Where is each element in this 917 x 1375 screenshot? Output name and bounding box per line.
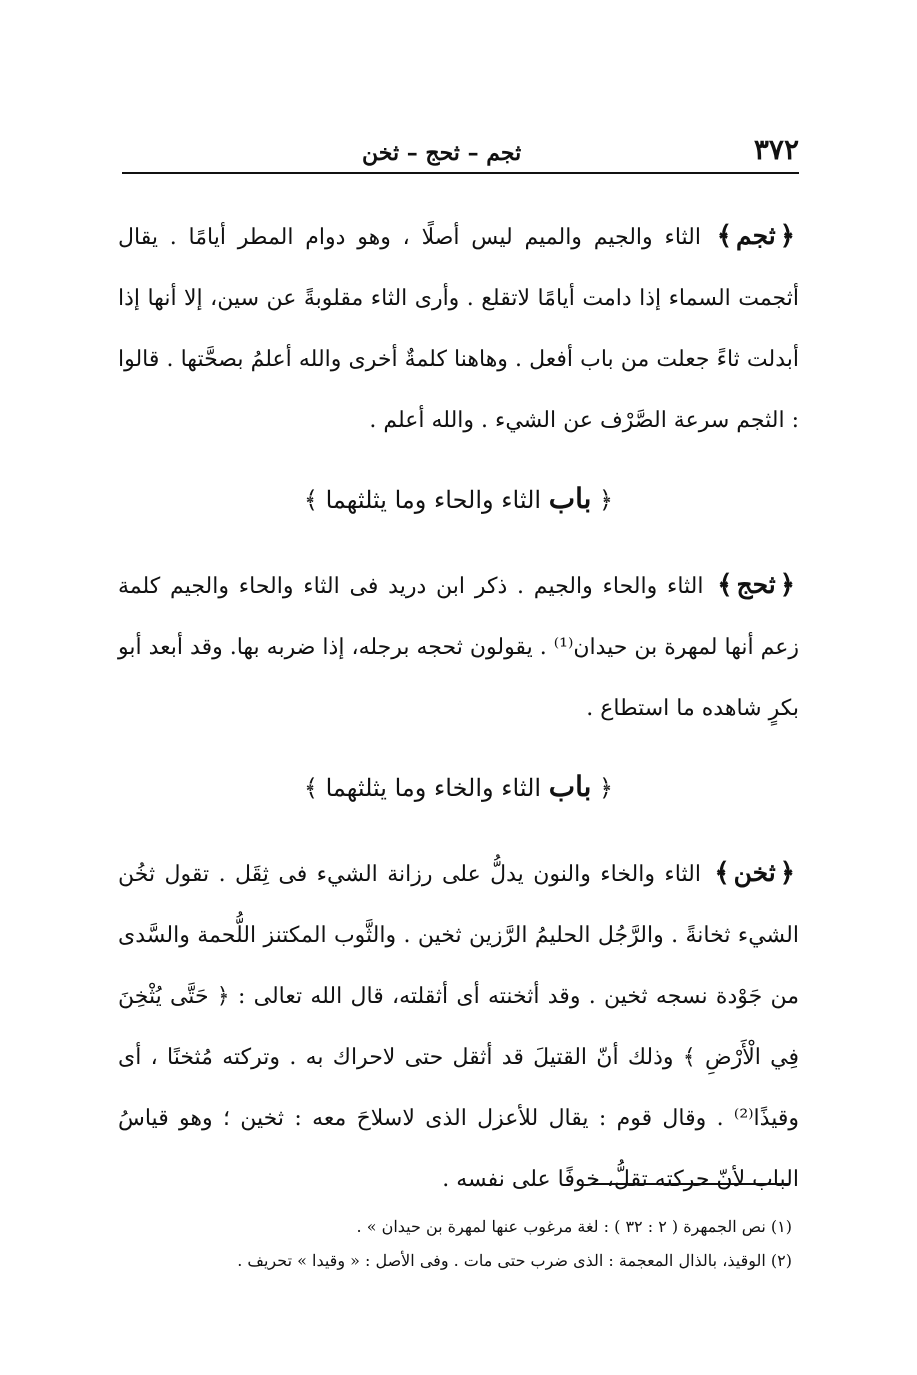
chapter-bab: باب xyxy=(548,482,592,515)
open-ornament-bracket: ﴿ xyxy=(779,858,795,888)
close-ornament-bracket: ﴾ xyxy=(717,570,733,600)
entry-paragraph xyxy=(118,205,799,451)
entry-thahj xyxy=(118,554,799,739)
footnote-divider xyxy=(592,1183,790,1185)
page-body xyxy=(118,205,799,1210)
entry-root: ثجم xyxy=(736,221,776,250)
entry-root: ثخن xyxy=(733,858,776,887)
chapter-title: الثاء والحاء وما يثلثهما xyxy=(325,486,542,514)
entry-text: الثاء والحاء والجيم . ذكر ابن دريد فى الثاء والحاء والجيم كلمة زعم أنها لمهرة بن حيدان⁽¹⁾ . يقولون ثحجه برجله، إذا ضربه بها. وقد أبعد أبو بكرٍ شاهده ما استطاع . xyxy=(118,574,800,721)
close-ornament-bracket: ﴾ xyxy=(303,486,326,514)
open-ornament-bracket: ﴿ xyxy=(591,486,614,514)
open-ornament-bracket: ﴿ xyxy=(779,221,795,251)
close-ornament-bracket: ﴾ xyxy=(714,858,730,888)
chapter-heading xyxy=(118,467,799,532)
close-ornament-bracket: ﴾ xyxy=(716,221,733,251)
page-number: ٣٧٢ xyxy=(753,133,799,166)
running-title: ثجم – ثحج – ثخن xyxy=(362,140,522,166)
page-header xyxy=(122,120,799,174)
footnote-1: (١) نص الجمهرة ( ٢ : ٣٢ ) : لغة مرغوب عنها لمهرة بن حيدان » . xyxy=(356,1217,792,1236)
entry-text: الثاء والجيم والميم ليس أصلًا ، وهو دوام المطر أيامًا . يقال أثجمت السماء إذا دامت أيامًا لاتقلع . وأرى الثاء مقلوبةً عن سين، إلا أنها إذا أبدلت ثاءً جعلت من باب أفعل . وهاهنا كلمةٌ أخرى والله أعلمُ بصحَّتها . قالوا : الثجم سرعة الصَّرْف عن الشيء . والله أعلم . xyxy=(118,225,799,433)
chapter-heading xyxy=(118,755,799,820)
entry-paragraph xyxy=(118,554,799,739)
entry-thakhun xyxy=(118,842,799,1210)
open-ornament-bracket: ﴿ xyxy=(591,774,614,802)
chapter-bab: باب xyxy=(548,770,592,803)
entry-root: ثحج xyxy=(736,570,776,599)
entry-paragraph xyxy=(118,842,799,1210)
close-ornament-bracket: ﴾ xyxy=(303,774,326,802)
footnotes xyxy=(118,1210,792,1278)
footnote-2: (٢) الوقيذ، بالذال المعجمة : الذى ضرب حتى مات . وفى الأصل : « وقيدا » تحريف . xyxy=(237,1251,792,1270)
chapter-title: الثاء والخاء وما يثلثهما xyxy=(325,774,542,802)
open-ornament-bracket: ﴿ xyxy=(779,570,795,600)
entry-thajm xyxy=(118,205,799,451)
entry-text: الثاء والخاء والنون يدلُّ على رزانة الشيء فى ثِقَل . تقول ثخُن الشيء ثخانةً . والرَّجُل الحليمُ الرَّزين ثخين . والثَّوب المكتنز اللُّحمة والسَّدى من جَوْدة نسجه ثخين . وقد أثخنته أى أثقلته، قال الله تعالى : ﴿ حَتَّى يُثْخِنَ فِي الْأَرْضِ ﴾ وذلك أنّ القتيلَ قد أثقل حتى لاحراك به . وتركته مُثخنًا ، أى وقيذًا⁽²⁾ . وقال قوم : يقال للأعزل الذى لاسلاحَ معه : ثخين ؛ وهو قياسُ الباب لأنّ حركته تقلُّ، خوفًا على نفسه . xyxy=(118,862,799,1192)
